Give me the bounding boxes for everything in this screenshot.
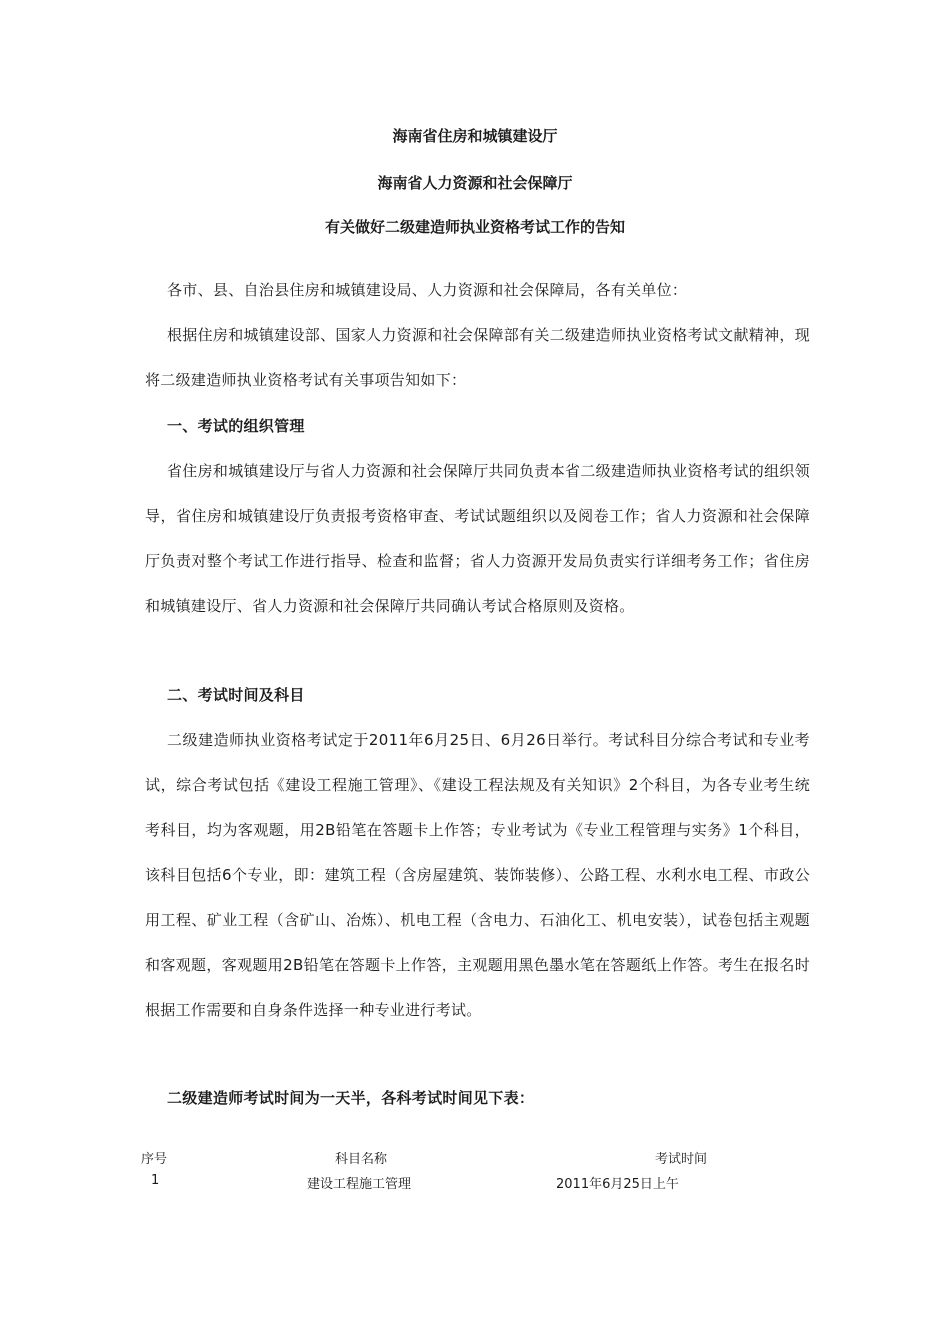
- table-header-subject: 科目名称: [335, 1152, 388, 1167]
- table-cell-time: 2011年6月25日上午: [556, 1177, 679, 1192]
- intro-paragraph: 根据住房和城镇建设部、国家人力资源和社会保障部有关二级建造师执业资格考试文献精神，现将二级建造师执业资格考试有关事项告知如下：: [145, 326, 810, 389]
- issuer-title-1: 海南省住房和城镇建设厅: [392, 127, 558, 145]
- table-cell-no: 1: [151, 1173, 160, 1188]
- schedule-note: 二级建造师考试时间为一天半，各科考试时间见下表：: [167, 1089, 535, 1107]
- table-header-time: 考试时间: [655, 1152, 708, 1167]
- section-1-heading: 一、考试的组织管理: [167, 417, 305, 435]
- section-1-paragraph: 省住房和城镇建设厅与省人力资源和社会保障厅共同负责本省二级建造师执业资格考试的组织领导，省住房和城镇建设厅负责报考资格审查、考试试题组织以及阅卷工作；省人力资源和社会保障厅负责对整个考试工作进行指导、检查和监督；省人力资源开发局负责实行详细考务工作；省住房和城镇建设厅、省人力资源和社会保障厅共同确认考试合格原则及资格。: [145, 462, 810, 615]
- table-cell-subject: 建设工程施工管理: [307, 1177, 412, 1192]
- table-header-no: 序号: [141, 1152, 168, 1167]
- section-2-paragraph: 二级建造师执业资格考试定于2011年6月25日、6月26日举行。考试科目分综合考试和专业考试，综合考试包括《建设工程施工管理》、《建设工程法规及有关知识》2个科目，为各专业考生统考科目，均为客观题，用2B铅笔在答题卡上作答；专业考试为《专业工程管理与实务》1个科目，该科目包括6个专业，即：建筑工程（含房屋建筑、装饰装修）、公路工程、水利水电工程、市政公用工程、矿业工程（含矿山、冶炼）、机电工程（含电力、石油化工、机电安装），试卷包括主观题和客观题，客观题用2B铅笔在答题卡上作答，主观题用黑色墨水笔在答题纸上作答。考生在报名时根据工作需要和自身条件选择一种专业进行考试。: [145, 731, 810, 1019]
- salutation: 各市、县、自治县住房和城镇建设局、人力资源和社会保障局，各有关单位：: [167, 281, 688, 299]
- notice-title: 有关做好二级建造师执业资格考试工作的告知: [324, 218, 625, 236]
- section-2-heading: 二、考试时间及科目: [167, 686, 305, 704]
- issuer-title-2: 海南省人力资源和社会保障厅: [377, 174, 573, 192]
